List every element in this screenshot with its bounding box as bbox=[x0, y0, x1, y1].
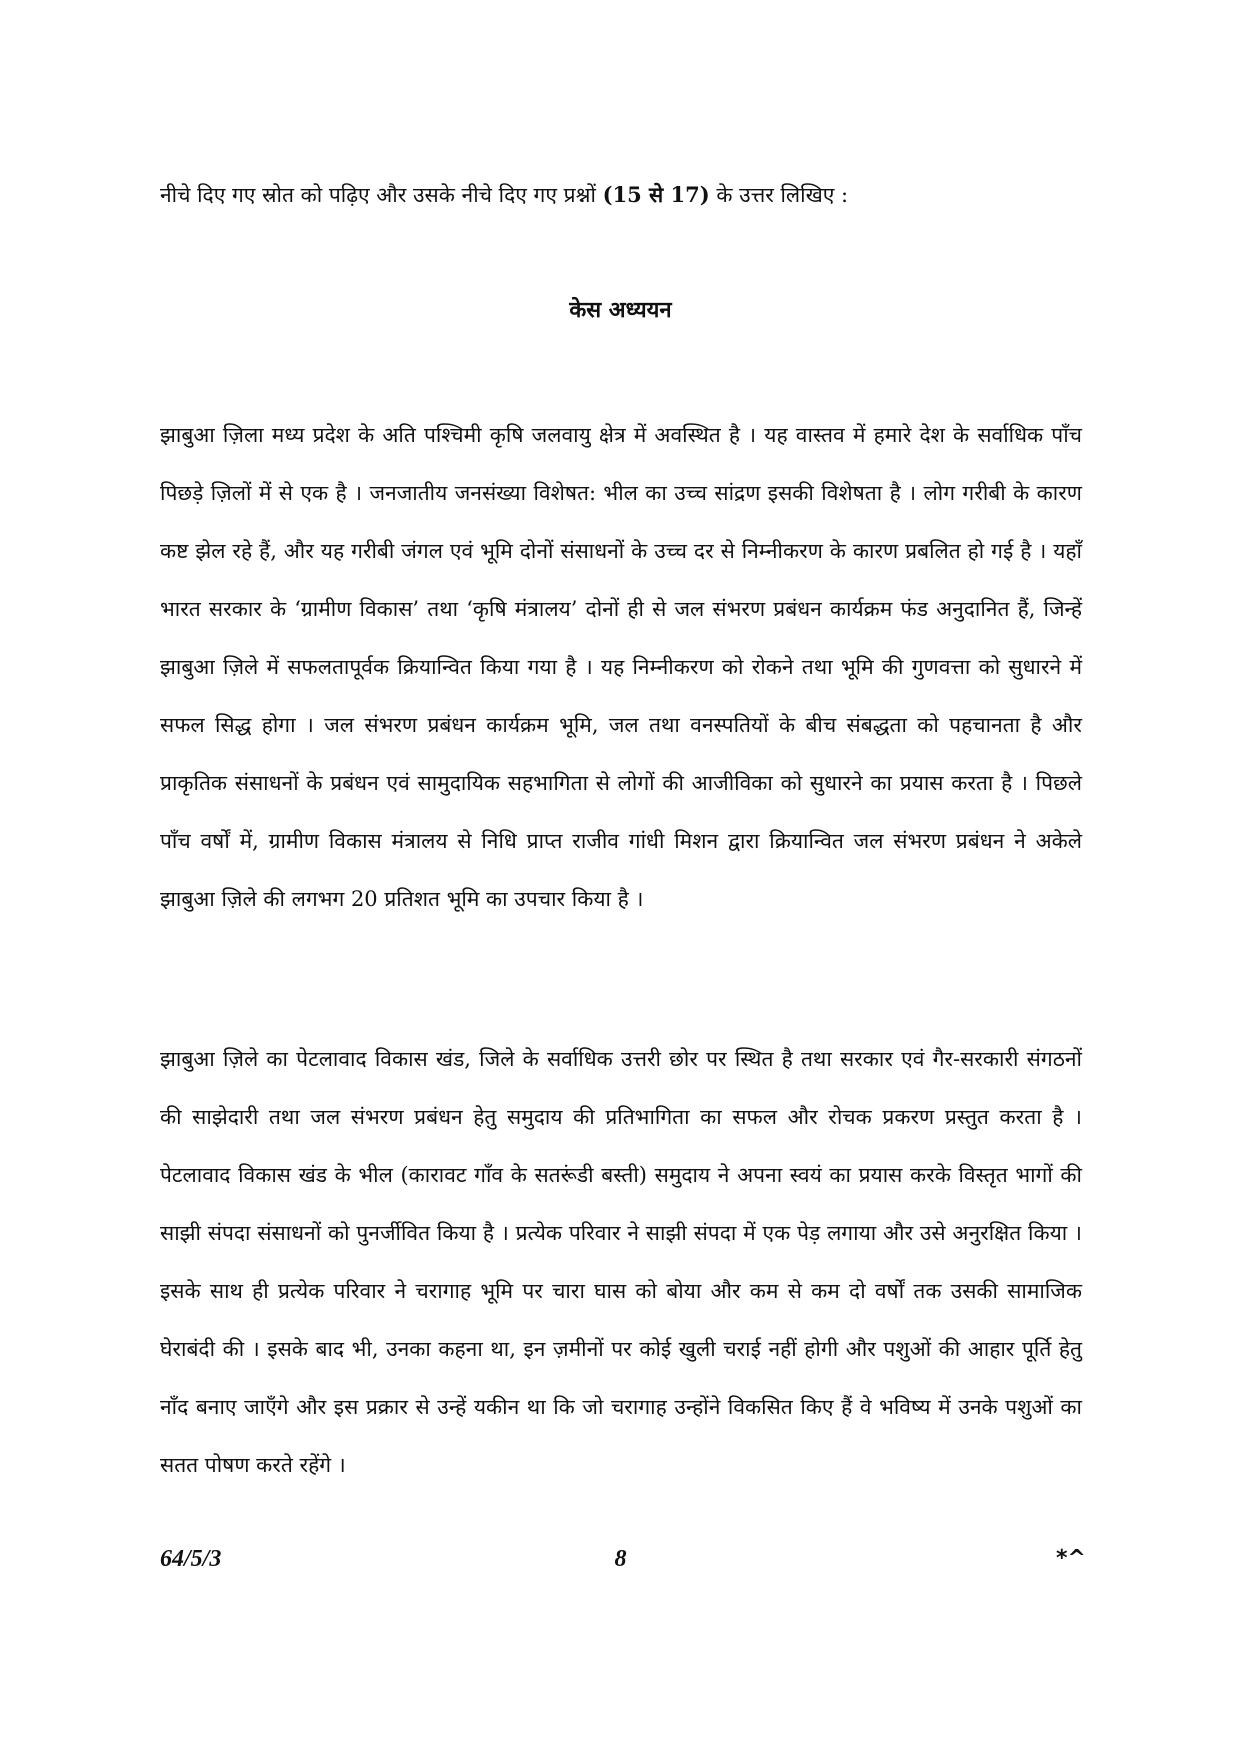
footer-mark: *^ bbox=[1056, 1546, 1086, 1571]
case-study-title: केस अध्ययन bbox=[569, 297, 672, 323]
source-instruction bbox=[160, 177, 1100, 213]
instruction-suffix: के उत्तर लिखिए : bbox=[709, 183, 849, 207]
page-footer bbox=[0, 1546, 1241, 1586]
question-range: (15 से 17) bbox=[602, 182, 710, 207]
page-number: 8 bbox=[614, 1546, 627, 1572]
case-study-paragraph-1: झाबुआ ज़िला मध्य प्रदेश के अति पश्चिमी कृषि जलवायु क्षेत्र में अवस्थित है । यह वास्तव में हमारे देश के सर्वाधिक पाँच पिछड़े ज़िलों में से एक है । जनजातीय जनसंख्या विशेषत: भील का उच्च सांद्रण इसकी विशेषता है । लोग गरीबी के कारण कष्ट झेल रहे हैं, और यह गरीबी जंगल एवं भूमि दोनों संसाधनों के उच्च दर से निम्नीकरण के कारण प्रबलित हो गई है । यहाँ भारत सरकार के ‘ग्रामीण विकास’ तथा ‘कृषि मंत्रालय’ दोनों ही से जल संभरण प्रबंधन कार्यक्रम फंड अनुदानित हैं, जिन्हें झाबुआ ज़िले में सफलतापूर्वक क्रियान्वित किया गया है । यह निम्नीकरण को रोकने तथा भूमि की गुणवत्ता को सुधारने में सफल सिद्ध होगा । जल संभरण प्रबंधन कार्यक्रम भूमि, जल तथा वनस्पतियों के बीच संबद्धता को पहचानता है और प्राकृतिक संसाधनों के प्रबंधन एवं सामुदायिक सहभागिता से लोगों की आजीविका को सुधारने का प्रयास करता है । पिछले पाँच वर्षों में, ग्रामीण विकास मंत्रालय से निधि प्राप्त राजीव गांधी मिशन द्वारा क्रियान्वित जल संभरण प्रबंधन ने अकेले झाबुआ ज़िले की लगभग 20 प्रतिशत भूमि का उपचार किया है । bbox=[160, 423, 1082, 911]
case-study-paragraph-2: झाबुआ ज़िले का पेटलावाद विकास खंड, जिले के सर्वाधिक उत्तरी छोर पर स्थित है तथा सरकार एवं गैर-सरकारी संगठनों की साझेदारी तथा जल संभरण प्रबंधन हेतु समुदाय की प्रतिभागिता का सफल और रोचक प्रकरण प्रस्तुत करता है । पेटलावाद विकास खंड के भील (कारावट गाँव के सतरूंडी बस्ती) समुदाय ने अपना स्वयं का प्रयास करके विस्तृत भागों की साझी संपदा संसाधनों को पुनर्जीवित किया है । प्रत्येक परिवार ने साझी संपदा में एक पेड़ लगाया और उसे अनुरक्षित किया । इसके साथ ही प्रत्येक परिवार ने चरागाह भूमि पर चारा घास को बोया और कम से कम दो वर्षों तक उसकी सामाजिक घेराबंदी की । इसके बाद भी, उनका कहना था, इन ज़मीनों पर कोई खुली चराई नहीं होगी और पशुओं की आहार पूर्ति हेतु नाँद बनाए जाएँगे और इस प्रक्रार से उन्हें यकीन था कि जो चरागाह उन्होंने विकसित किए हैं वे भविष्य में उनके पशुओं का सतत पोषण करते रहेंगे । bbox=[160, 1047, 1082, 1477]
instruction-prefix: नीचे दिए गए स्रोत को पढ़िए और उसके नीचे दिए गए प्रश्नों bbox=[160, 183, 603, 207]
paper-code: 64/5/3 bbox=[160, 1546, 222, 1572]
